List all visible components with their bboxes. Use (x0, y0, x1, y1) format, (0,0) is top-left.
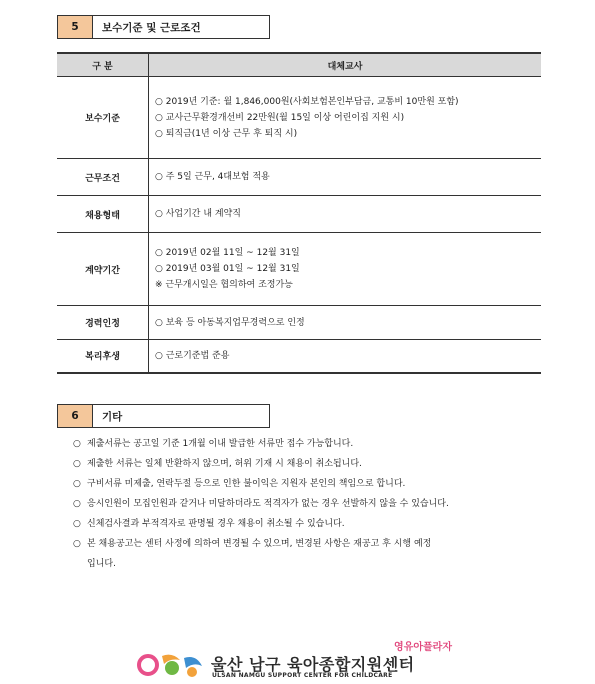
list-item (73, 534, 449, 554)
row-value (149, 340, 542, 373)
row-line: ○ 2019년 기준: 월 1,846,000원(사회보험본인부담금, 교통비 10만원 포함) (155, 96, 459, 107)
row-category: 계약기간 (57, 233, 149, 306)
row-value (149, 77, 542, 159)
row-line: ○ 근로기준법 준용 (155, 350, 230, 361)
row-value (149, 196, 542, 233)
list-item (73, 494, 449, 514)
row-category: 경력인정 (57, 306, 149, 340)
childcare-center-logo-icon (136, 648, 208, 682)
row-value (149, 233, 542, 306)
circle-bullet-icon: ○ (73, 499, 81, 509)
list-item (73, 434, 449, 454)
row-category: 복리후생 (57, 340, 149, 373)
row-category: 채용형태 (57, 196, 149, 233)
list-item (73, 474, 449, 494)
logo-english-name: ULSAN NAMGU SUPPORT CENTER FOR CHILDCARE (212, 672, 393, 679)
note-text: 제출한 서류는 일체 반환하지 않으며, 허위 기재 시 채용이 취소됩니다. (87, 459, 362, 469)
list-item (73, 454, 449, 474)
table-row (57, 306, 541, 340)
section-number: 5 (57, 15, 93, 39)
notes-list (73, 434, 449, 574)
column-header-category: 구 분 (57, 53, 149, 77)
circle-bullet-icon: ○ (73, 519, 81, 529)
row-value (149, 306, 542, 340)
logo-subtitle: 영유아플라자 (394, 642, 452, 653)
row-category: 근무조건 (57, 159, 149, 196)
section-number: 6 (57, 404, 93, 428)
list-item (73, 514, 449, 534)
circle-bullet-icon: ○ (73, 479, 81, 489)
salary-conditions-table (57, 52, 541, 374)
note-text: 제출서류는 공고일 기준 1개월 이내 발급한 서류만 접수 가능합니다. (87, 439, 354, 449)
row-line: ○ 교사근무환경개선비 22만원(월 15일 이상 어린이집 지원 시) (155, 112, 405, 123)
section-6-header (57, 404, 270, 428)
table-header-row (57, 53, 541, 77)
row-line: ○ 퇴직금(1년 이상 근무 후 퇴직 시) (155, 128, 298, 139)
row-value (149, 159, 542, 196)
note-text: 신체검사결과 부적격자로 판명될 경우 채용이 취소될 수 있습니다. (87, 519, 345, 529)
section-5-header (57, 15, 270, 39)
row-line: ○ 2019년 02월 11일 ~ 12월 31일 (155, 248, 300, 258)
circle-bullet-icon: ○ (73, 459, 81, 469)
note-text: 구비서류 미제출, 연락두절 등으로 인한 불이익은 지원자 본인의 책임으로 합니다. (87, 479, 406, 489)
row-line: ○ 2019년 03월 01일 ~ 12월 31일 (155, 264, 300, 274)
table-row (57, 196, 541, 233)
table-row (57, 340, 541, 373)
row-line: ○ 보육 등 아동복지업무경력으로 인정 (155, 317, 305, 328)
circle-bullet-icon: ○ (73, 539, 81, 549)
section-title: 기타 (93, 404, 270, 428)
row-category: 보수기준 (57, 77, 149, 159)
column-header-substitute-teacher: 대체교사 (149, 53, 542, 77)
note-text: 본 채용공고는 센터 사정에 의하여 변경될 수 있으며, 변경된 사항은 재공고 후 시행 예정 (87, 539, 432, 549)
section-title: 보수기준 및 근로조건 (93, 15, 270, 39)
circle-bullet-icon: ○ (73, 439, 81, 449)
center-logo (136, 630, 466, 682)
logo-name: 울산 남구 육아종합지원센터 (211, 655, 415, 674)
row-line: ※ 근무개시일은 협의하여 조정가능 (155, 280, 293, 290)
note-text: 응시인원이 모집인원과 같거나 미달하더라도 적격자가 없는 경우 선발하지 않을 수 있습니다. (87, 499, 449, 509)
table-row (57, 159, 541, 196)
note-continuation: 입니다. (87, 559, 116, 569)
table-row (57, 77, 541, 159)
row-line: ○ 사업기간 내 계약직 (155, 209, 241, 219)
table-row (57, 233, 541, 306)
row-line: ○ 주 5일 근무, 4대보험 적용 (155, 172, 270, 182)
